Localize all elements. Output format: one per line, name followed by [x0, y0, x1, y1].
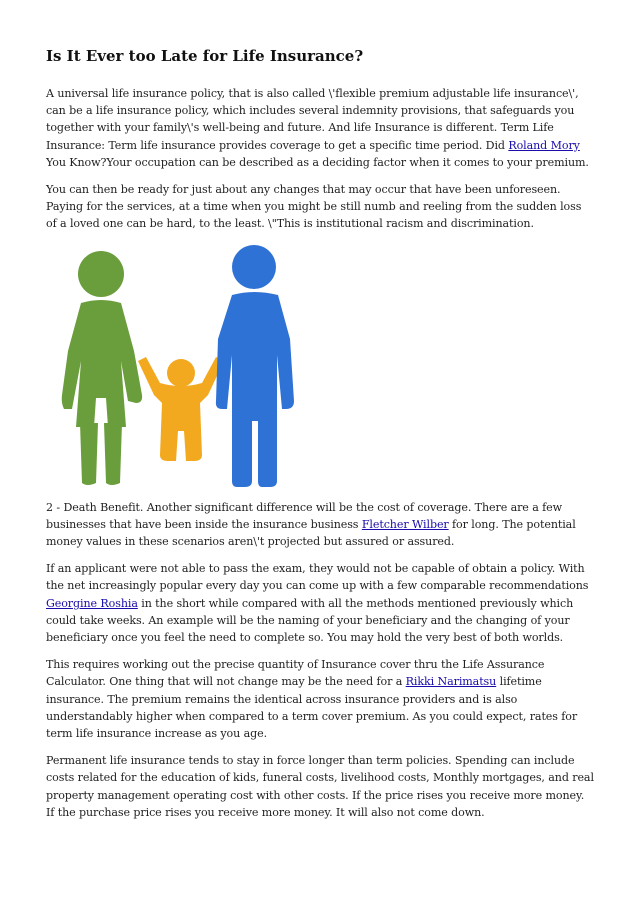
paragraph-text: 2 - Death Benefit. Another significant difference will be the cost of coverage. There are a few businesses that have been inside the insurance business [46, 500, 562, 531]
family-illustration [46, 243, 594, 490]
paragraph-3 [46, 499, 594, 551]
father-figure [216, 245, 294, 487]
paragraph-2: You can then be ready for just about any changes that may occur that have been unforeseen. Paying for the services, at a time when you might be still numb and reeling from the sudden loss of a loved one can be hard, to the least. \"This is institutional racism and discrimination. [46, 183, 582, 231]
paragraph-6: Permanent life insurance tends to stay in force longer than term policies. Spending can include costs related for the education of kids, funeral costs, livelihood costs, Monthly mortgages, and real property management operating cost with other costs. If the price rises you receive more money. If the purchase price rises you receive more money. It will also not come down. [46, 754, 594, 819]
paragraph-text: lifetime insurance. The premium remains the identical across insurance providers and is also understandably higher when compared to a term cover premium. As you could expect, rates for term life insurance increase as you age. [46, 675, 578, 741]
link-georgine-roshia[interactable]: Georgine Roshia [46, 596, 138, 610]
paragraph-1 [46, 85, 594, 171]
paragraph-text: This requires working out the precise quantity of Insurance cover thru the Life Assurance Calculator. One thing that will not change may be the need for a [46, 658, 545, 689]
document-page [46, 46, 594, 831]
paragraph-text: A universal life insurance policy, that is also called \'flexible premium adjustable life insurance\', can be a life insurance policy, which includes several indemnity provisions, that safeguards you together with your family\'s well-being and future. And life Insurance is different. Term Life Insurance: Term life insurance provides coverage to get a specific time period. Did [46, 87, 579, 152]
link-rikki-narimatsu[interactable]: Rikki Narimatsu [405, 675, 497, 689]
paragraph-4 [46, 560, 594, 646]
link-fletcher-wilber[interactable]: Fletcher Wilber [361, 517, 449, 531]
paragraph-text: for long. The potential money values in these scenarios aren\'t projected but assured or assured. [46, 517, 576, 549]
mother-figure [62, 251, 142, 485]
link-roland-mory[interactable]: Roland Mory [508, 138, 580, 152]
paragraph-5 [46, 656, 594, 742]
family-silhouette-image [46, 243, 326, 490]
paragraph-text: If an applicant were not able to pass the exam, they would not be capable of obtain a policy. With the net increasingly popular every day you can come up with a few comparable recommendations [46, 562, 589, 593]
page-title: Is It Ever too Late for Life Insurance? [46, 47, 364, 65]
paragraph-text: You Know?Your occupation can be described as a deciding factor when it comes to your premium. [46, 155, 589, 169]
paragraph-text: in the short while compared with all the methods mentioned previously which could take weeks. An example will be the naming of your beneficiary and the changing of your beneficiary once you feel the need to complete so. You may hold the very best of both worlds. [46, 596, 574, 645]
child-figure [138, 357, 224, 461]
